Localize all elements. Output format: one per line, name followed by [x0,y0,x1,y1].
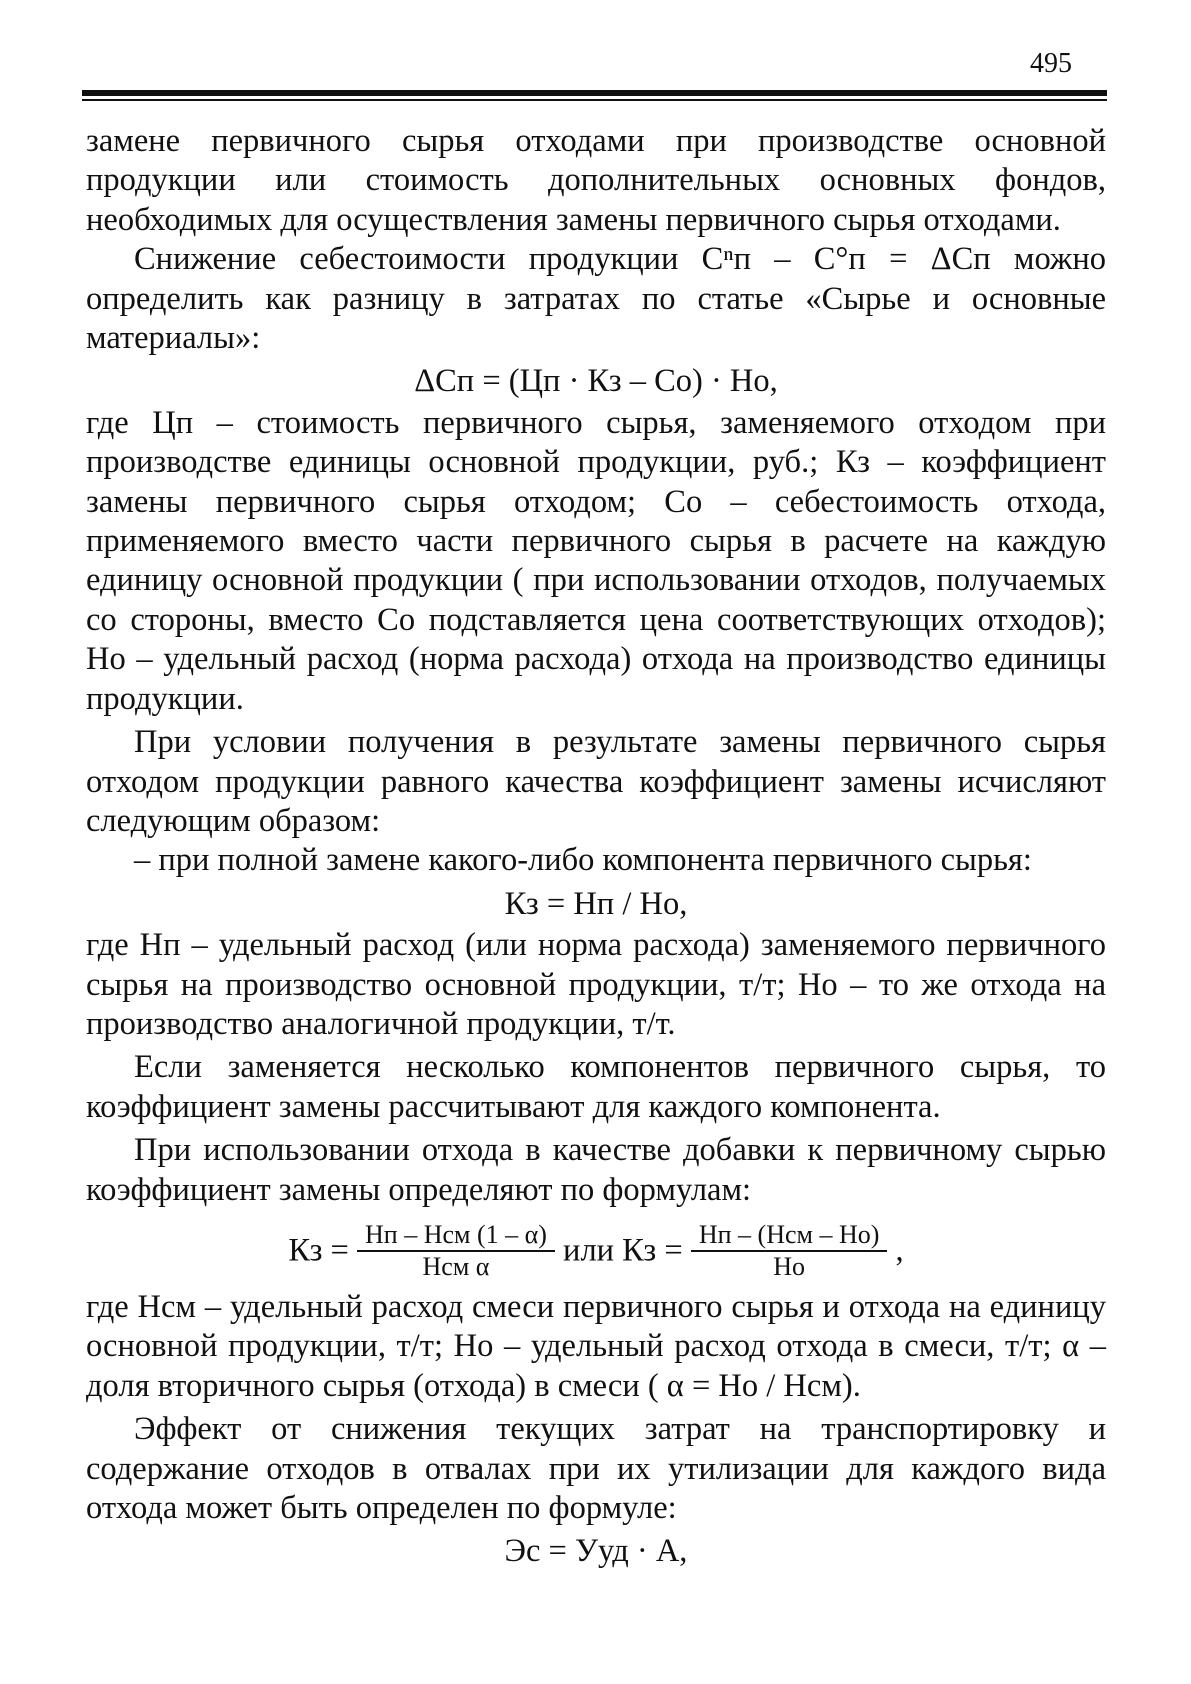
paragraph: При условии получения в результате замены первичного сырья отходом продукции равного качества коэффициент замены исчисляют следующим образом: [86,724,1106,839]
formula-end: , [895,1232,904,1269]
paragraph: где Нп – удельный расход (или норма расхода) заменяемого первичного сырья на производство основной продукции, т/т; Но – то же отхода на производство аналогичной продукции, т/т. [86,927,1106,1042]
fraction-denominator: Нсм α [422,1251,490,1281]
paragraph: Если заменяется несколько компонентов первичного сырья, то коэффициент замены рассчитывают для каждого компонента. [86,1049,1106,1125]
fraction [691,1220,888,1282]
formula-separator: или Кз = [563,1232,683,1269]
fraction-denominator: Но [773,1251,806,1281]
formula-text: ΔСп = (Цп · Кз – Со) · Но, [414,363,778,400]
paragraph: Эффект от снижения текущих затрат на транспортировку и содержание отходов в отвалах при их утилизации для каждого вида отхода может быть определен по формуле: [86,1411,1106,1526]
formula [86,362,1106,401]
fraction-formula [86,1220,1106,1282]
paragraph: где Цп – стоимость первичного сырья, заменяемого отходом при производстве единицы основной продукции, руб.; Кз – коэффициент замены первичного сырья отходом; Со – себестоимость отхода, применяемого вместо части первичного сырья в расчете на каждую единицу основной продукции ( при использовании отходов, получаемых со стороны, вместо Со подставляется цена соответствующих отходов); Но – удельный расход (норма расхода) отхода на производство единицы продукции. [86,404,1106,717]
paragraph: Снижение себестоимости продукции Сⁿп – С°п = ΔСп можно определить как разницу в затратах по статье «Сырье и основные материалы»: [86,241,1106,357]
fraction [357,1220,555,1282]
paragraph: При использовании отхода в качестве добавки к первичному сырью коэффициент замены определяют по формулам: [86,1132,1106,1208]
body-text [86,122,1106,1574]
fraction-numerator: Нп – Нсм (1 – α) [357,1220,555,1252]
header-rule [82,90,1107,96]
formula-text: Кз = Нп / Но, [504,885,688,922]
formula [86,1532,1106,1571]
paragraph: где Нсм – удельный расход смеси первичного сырья и отхода на единицу основной продукции, т/т; Но – удельный расход отхода в смеси, т/т; α – доля вторичного сырья (отхода) в смеси ( α = Но / Нсм). [86,1288,1106,1404]
fraction-numerator: Нп – (Нсм – Но) [691,1220,888,1252]
page-number: 495 [1030,48,1072,79]
formula-lhs: Кз = [288,1232,349,1269]
formula-text: Эс = Ууд · А, [504,1533,688,1570]
paragraph: замене первичного сырья отходами при производстве основной продукции или стоимость дополнительных основных фондов, необходимых для осуществления замены первичного сырья отходами. [86,123,1106,238]
paragraph: – при полной замене какого-либо компонента первичного сырья: [134,842,1032,879]
formula [86,885,1106,924]
header-rule-thin [82,99,1107,101]
